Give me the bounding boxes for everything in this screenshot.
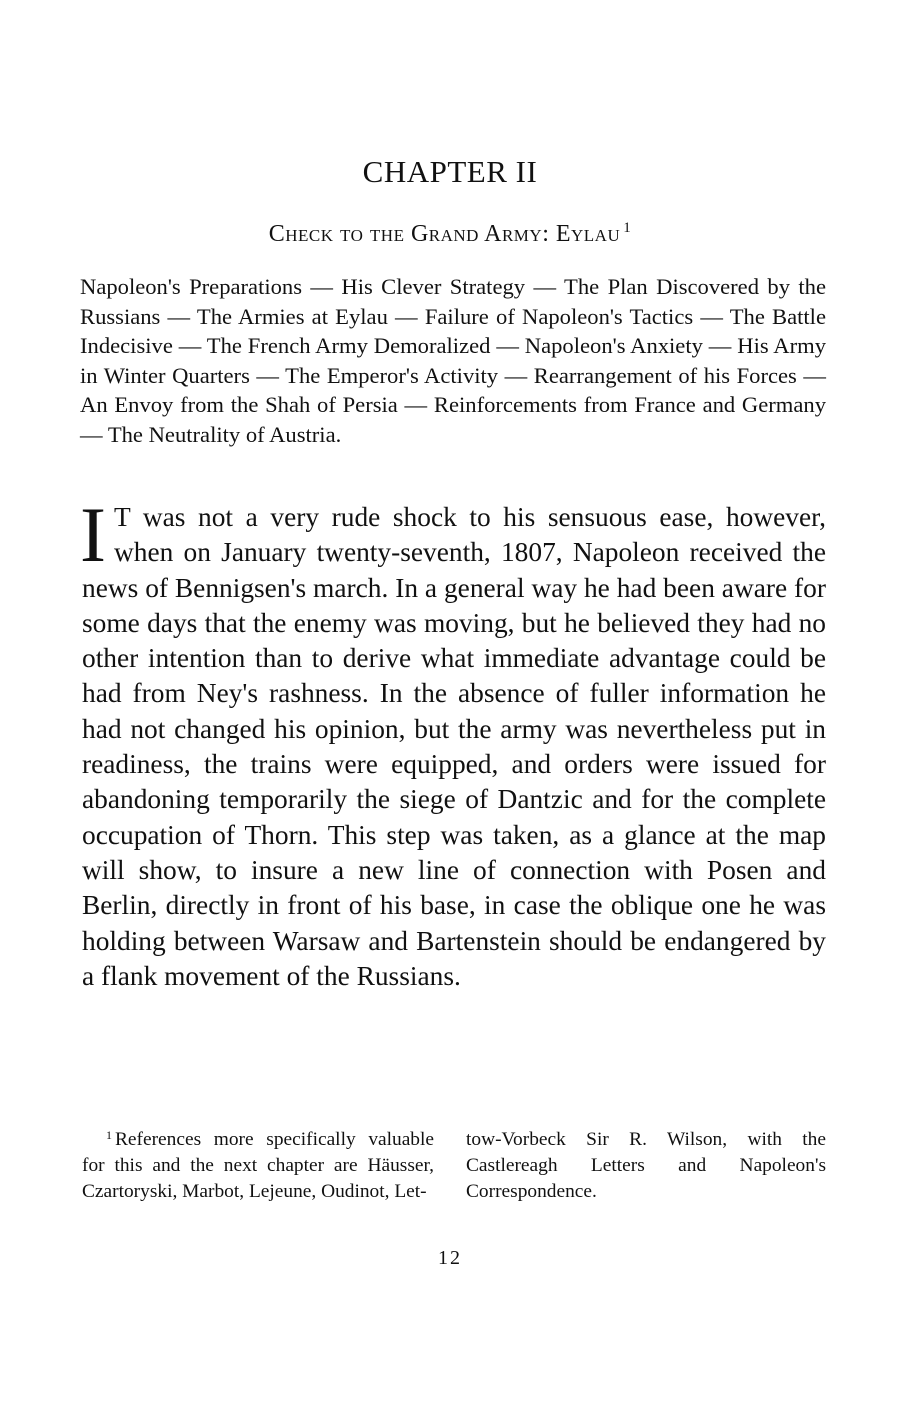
footnote-mark: 1 [106,1128,112,1142]
footnote-right-column: tow-Vorbeck Sir R. Wilson, with the Castlereagh Letters and Napoleon's Correspondence. [466,1129,826,1202]
chapter-synopsis [80,272,826,449]
footnote-reference: 1 [623,220,632,236]
footnote-left-text: References more specifically valuable for this and the next chapter are Häusser, Czartoryski, Marbot, Lejeune, Oudinot, Let- [82,1129,434,1202]
chapter-subtitle [0,218,900,250]
synopsis-text: Napoleon's Preparations — His Clever Strategy — The Plan Discovered by the Russians — The Armies at Eylau — Failure of Napoleon's Tactics — The Battle Indecisive — The French Army Demoralized — Napoleon's Anxiety — His Army in Winter Quarters — The Emperor's Activity — Rearrangement of his Forces — An Envoy from the Shah of Persia — Reinforcements from France and Germany — The Neutrality of Austria. [80,274,826,447]
paragraph-text: was not a very rude shock to his sensuous ease, however, when on January twenty-seventh, 1807, Napoleon received the news of Bennigsen's march. In a general way he had been aware for some days that the enemy was moving, but he believed they had no other intention than to derive what immediate advantage could be had from Ney's rashness. In the absence of fuller information he had not changed his opinion, but the army was nevertheless put in readiness, the trains were equipped, and orders were issued for abandoning temporarily the siege of Dantzic and for the complete occupation of Thorn. This step was taken, as a glance at the map will show, to insure a new line of connection with Posen and Berlin, directly in front of his base, in case the oblique one he was holding between Warsaw and Bartenstein should be endangered by a flank movement of the Russians. [82,502,826,991]
chapter-subtitle-text: Check to the Grand Army: Eylau [268,221,621,247]
first-word-rest: T [113,502,131,532]
footnote-left-column [82,1127,434,1205]
drop-cap: I [80,491,106,578]
chapter-title: CHAPTER II [362,154,538,189]
body-paragraph [80,491,826,994]
page-number: 12 [438,1247,462,1269]
